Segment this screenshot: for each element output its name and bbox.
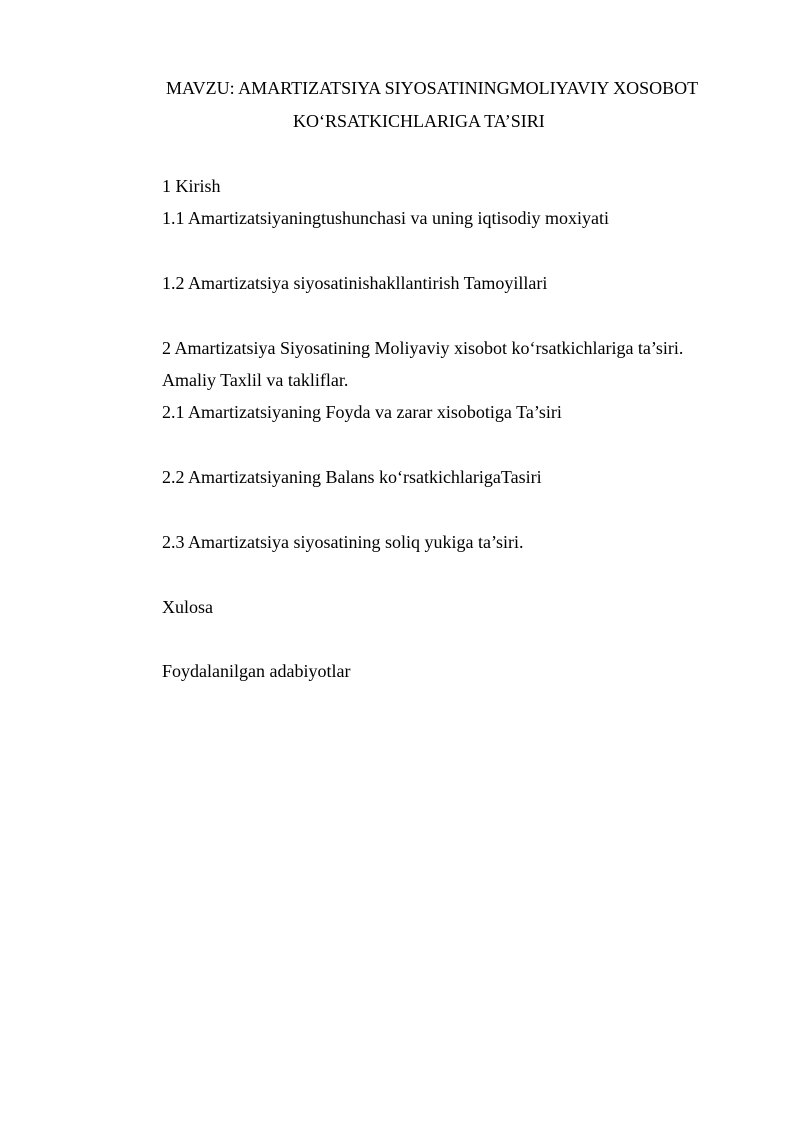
toc-item-2-2: 2.2 Amartizatsiyaning Balans ko‘rsatkichlarigaTasiri bbox=[162, 467, 542, 487]
document-title-line-2: KO‘RSATKICHLARIGA TA’SIRI bbox=[293, 111, 545, 131]
toc-item-1-1: 1.1 Amartizatsiyaningtushunchasi va uning iqtisodiy moxiyati bbox=[162, 208, 609, 228]
toc-item-2-3: 2.3 Amartizatsiya siyosatining soliq yukiga ta’siri. bbox=[162, 532, 524, 552]
toc-item-references: Foydalanilgan adabiyotlar bbox=[162, 661, 351, 681]
toc-item-1-2: 1.2 Amartizatsiya siyosatinishakllantirish Tamoyillari bbox=[162, 273, 548, 293]
toc-item-2: 2 Amartizatsiya Siyosatining Moliyaviy xisobot ko‘rsatkichlariga ta’siri. bbox=[162, 338, 684, 358]
toc-item-2-continuation: Amaliy Taxlil va takliflar. bbox=[162, 370, 349, 390]
toc-item-kirish: 1 Kirish bbox=[162, 176, 221, 196]
document-title-line-1: MAVZU: AMARTIZATSIYA SIYOSATININGMOLIYAVIY XOSOBOT bbox=[166, 78, 699, 98]
toc-item-2-1: 2.1 Amartizatsiyaning Foyda va zarar xisobotiga Ta’siri bbox=[162, 402, 562, 422]
toc-item-xulosa: Xulosa bbox=[162, 597, 213, 617]
